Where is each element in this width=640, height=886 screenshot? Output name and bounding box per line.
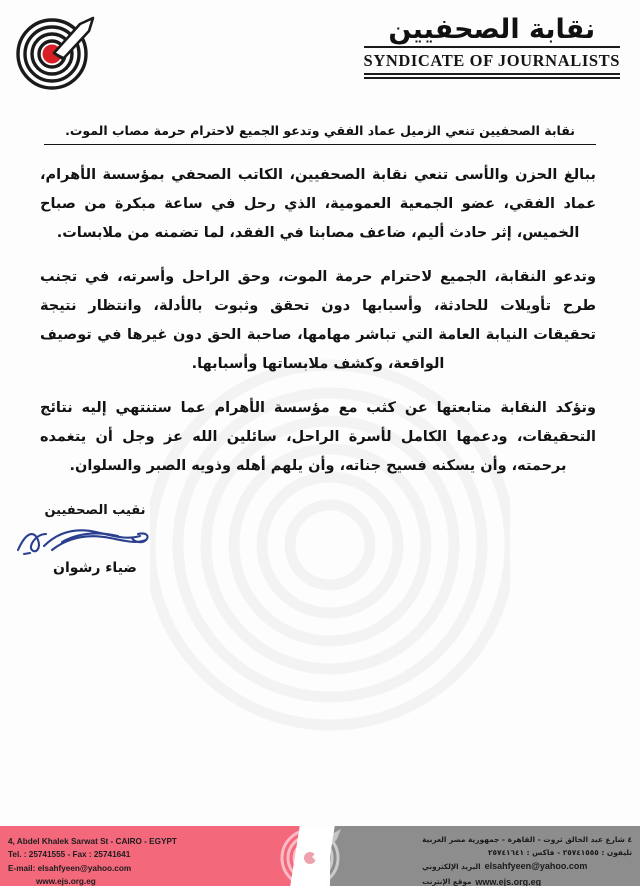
signature-title: نقيب الصحفيين	[44, 503, 146, 519]
document-body	[40, 161, 596, 481]
masthead	[364, 6, 620, 79]
footer-email-ar-label: البريد الإلكتروني	[422, 862, 481, 872]
paragraph-3: وتؤكد النقابة متابعتها عن كثب مع مؤسسة الأهرام عما ستنتهي إليه نتائج التحقيقات، ودعمها الكامل لأسرة الراحل، سائلين الله عز وجل أن يتغمده برحمته، وأن يسكنه فسيح جناته، وأن يلهم أهله وذويه الصبر والسلوان.	[40, 400, 596, 475]
footer-website-ar-row	[422, 875, 632, 886]
paragraph-2: وتدعو النقابة، الجميع لاحترام حرمة الموت، وحق الراحل وأسرته، في تجنب طرح تأويلات للحادثة، وأسبابها دون تحقق وثبوت بالأدلة، وانتظار نتيجة تحقيقات النيابة العامة التي تباشر مهامها، صاحبة الحق دون غيرها في توصيف الواقعة، وكشف ملابساتها وأسبابها.	[40, 269, 596, 373]
footer-email-ar-value[interactable]: elsahfyeen@yahoo.com	[484, 861, 588, 872]
document-footer	[0, 826, 640, 886]
masthead-title-english: SYNDICATE OF JOURNALISTS	[364, 51, 620, 75]
footer-phone-fax-en: Tel. : 25741555 - Fax : 25741641	[8, 850, 131, 860]
footer-contact-arabic	[422, 834, 632, 886]
footer-website-ar-label: موقع الإنترنت	[422, 877, 472, 886]
handwritten-signature	[0, 520, 190, 562]
footer-address-en: 4, Abdel Khalek Sarwat St - CAIRO - EGYPT	[8, 837, 177, 846]
footer-email-en: E-mail: elsahfyeen@yahoo.com	[8, 863, 132, 873]
signature-block	[0, 503, 190, 576]
masthead-rule	[364, 77, 620, 79]
document-headline: نقابة الصحفيين تنعي الزميل عماد الفقي وتدعو الجميع لاحترام حرمة مصاب الموت.	[44, 122, 596, 145]
footer-bullseye-logo-icon	[276, 826, 348, 886]
bullseye-pen-logo-icon	[14, 6, 100, 96]
footer-website-ar-value[interactable]: www.ejs.org.eg	[475, 876, 542, 886]
footer-website-en[interactable]: www.ejs.org.eg	[36, 876, 96, 886]
letterhead	[0, 0, 640, 108]
signature-name: ضياء رشوان	[53, 560, 137, 577]
footer-phone-fax-ar: تليفون : ٢٥٧٤١٥٥٥ - فاكس : ٢٥٧٤١٦٤١	[487, 847, 632, 857]
paragraph-1: ببالغ الحزن والأسى تنعي نقابة الصحفيين، الكاتب الصحفي بمؤسسة الأهرام، عماد الفقي، عضو الجمعية العمومية، الذي رحل في ساعة مبكرة من صباح الخميس، إثر حادث أليم، ضاعف مصابنا في الفقد، لما تضمنه من ملابسات.	[40, 167, 596, 242]
footer-email-ar-row	[422, 859, 632, 874]
footer-address-ar: ٤ شارع عبد الخالق ثروت - القاهرة - جمهورية مصر العربية	[422, 835, 632, 844]
masthead-title-arabic: نقابة الصحفيين	[364, 14, 620, 48]
footer-contact-english	[8, 835, 177, 886]
